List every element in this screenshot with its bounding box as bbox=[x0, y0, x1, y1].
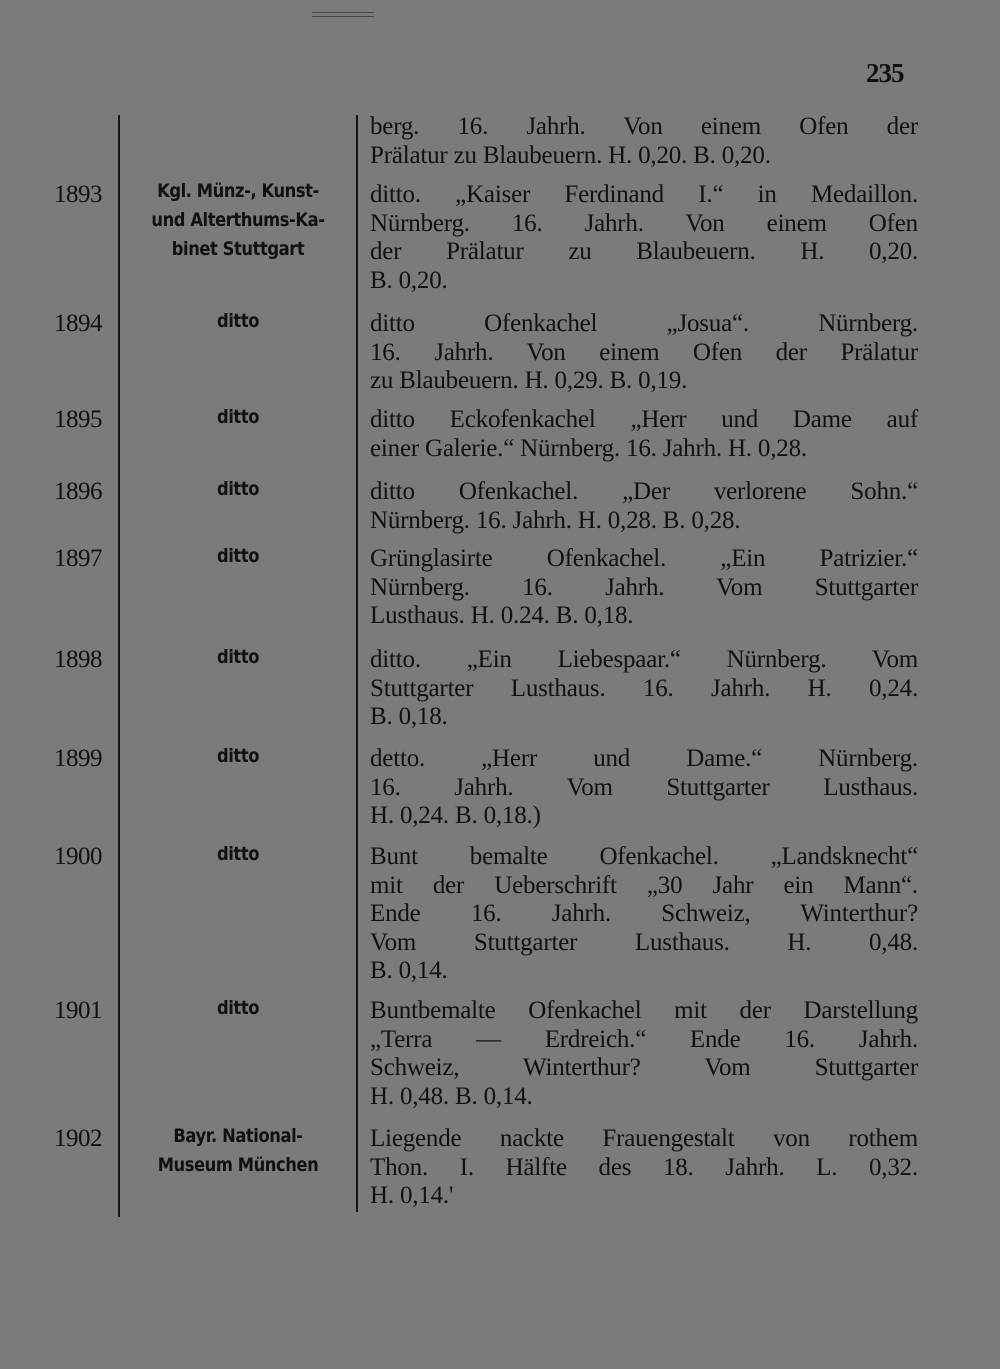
text-line: mit der Ueberschrift „30 Jahr ein Mann“. bbox=[370, 871, 918, 899]
text-line: Lusthaus. H. 0.24. B. 0,18. bbox=[370, 602, 634, 629]
text-line: Schweiz, Winterthur? Vom Stuttgarter bbox=[370, 1054, 918, 1081]
text-line: ditto Eckofenkachel „Herr und Dame auf bbox=[370, 406, 918, 433]
entry-description bbox=[370, 646, 918, 732]
institution-name bbox=[137, 542, 340, 571]
entry-description bbox=[370, 745, 918, 831]
text-line: berg. 16. Jahrh. Von einem Ofen der bbox=[370, 113, 918, 140]
institution-line: Museum München bbox=[157, 1154, 319, 1176]
entry-description bbox=[370, 310, 918, 396]
institution-name bbox=[137, 177, 340, 264]
catalog-number: 1897 bbox=[54, 545, 102, 572]
text-line: Grünglasirte Ofenkachel. „Ein Patrizier.“ bbox=[370, 545, 918, 572]
institution-line: ditto bbox=[216, 646, 260, 668]
institution-name bbox=[137, 403, 340, 432]
text-line: ditto. „Kaiser Ferdinand I.“ in Medaillon. bbox=[370, 181, 918, 208]
institution-line: ditto bbox=[216, 310, 260, 332]
text-line: Thon. I. Hälfte des 18. Jahrh. L. 0,32. bbox=[370, 1153, 918, 1181]
text-line: Liegende nackte Frauengestalt von rothem bbox=[370, 1125, 918, 1152]
text-line: H. 0,48. B. 0,14. bbox=[370, 1082, 533, 1110]
text-line: ditto Ofenkachel „Josua“. Nürnberg. bbox=[370, 310, 918, 337]
institution-name bbox=[137, 643, 340, 672]
text-line: 16. Jahrh. Vom Stuttgarter Lusthaus. bbox=[370, 773, 918, 801]
text-line: ditto. „Ein Liebespaar.“ Nürnberg. Vom bbox=[370, 646, 918, 673]
text-line: H. 0,14.' bbox=[370, 1182, 454, 1209]
text-line: zu Blaubeuern. H. 0,29. B. 0,19. bbox=[370, 367, 688, 394]
continuation-text bbox=[370, 113, 918, 170]
text-line: einer Galerie.“ Nürnberg. 16. Jahrh. H. 0,28. bbox=[370, 434, 807, 462]
text-line: Bunt bemalte Ofenkachel. „Landsknecht“ bbox=[370, 843, 918, 870]
institution-line: ditto bbox=[216, 745, 260, 767]
text-line: B. 0,18. bbox=[370, 703, 448, 730]
text-line: Prälatur zu Blaubeuern. H. 0,20. B. 0,20. bbox=[370, 141, 771, 169]
institution-name bbox=[137, 994, 340, 1023]
catalog-number: 1896 bbox=[54, 478, 102, 505]
text-line: Nürnberg. 16. Jahrh. H. 0,28. B. 0,28. bbox=[370, 506, 741, 534]
catalog-number: 1894 bbox=[54, 310, 102, 337]
entry-description bbox=[370, 478, 918, 535]
catalog-number: 1899 bbox=[54, 745, 102, 772]
catalog-number: 1895 bbox=[54, 406, 102, 433]
institution-line: binet Stuttgart bbox=[171, 238, 305, 260]
institution-line: ditto bbox=[216, 997, 260, 1019]
column-rule-left bbox=[118, 115, 120, 1217]
institution-line: ditto bbox=[216, 843, 260, 865]
text-line: ditto Ofenkachel. „Der verlorene Sohn.“ bbox=[370, 478, 918, 505]
text-line: Stuttgarter Lusthaus. 16. Jahrh. H. 0,24. bbox=[370, 674, 918, 702]
catalog-number: 1901 bbox=[54, 997, 102, 1024]
top-margin-mark bbox=[312, 12, 374, 17]
text-line: Ende 16. Jahrh. Schweiz, Winterthur? bbox=[370, 900, 918, 927]
text-line: B. 0,20. bbox=[370, 266, 448, 294]
text-line: detto. „Herr und Dame.“ Nürnberg. bbox=[370, 745, 918, 772]
institution-line: ditto bbox=[216, 545, 260, 567]
institution-line: Kgl. Münz-, Kunst- bbox=[157, 180, 319, 202]
text-line: H. 0,24. B. 0,18.) bbox=[370, 802, 541, 829]
column-rule-right bbox=[356, 115, 358, 1212]
page-number: 235 bbox=[866, 58, 904, 88]
institution-name bbox=[137, 307, 340, 336]
entry-description bbox=[370, 545, 918, 631]
catalog-number: 1900 bbox=[54, 843, 102, 870]
entry-description bbox=[370, 843, 918, 986]
institution-name bbox=[137, 1122, 340, 1180]
text-line: 16. Jahrh. Von einem Ofen der Prälatur bbox=[370, 338, 918, 366]
institution-name bbox=[137, 742, 340, 771]
text-line: Nürnberg. 16. Jahrh. Von einem Ofen bbox=[370, 209, 918, 237]
institution-line: ditto bbox=[216, 406, 260, 428]
text-line: B. 0,14. bbox=[370, 957, 448, 984]
text-line: „Terra — Erdreich.“ Ende 16. Jahrh. bbox=[370, 1025, 918, 1053]
entry-description bbox=[370, 997, 918, 1111]
catalog-number: 1898 bbox=[54, 646, 102, 673]
text-line: Nürnberg. 16. Jahrh. Vom Stuttgarter bbox=[370, 573, 918, 601]
catalog-number: 1893 bbox=[54, 181, 102, 208]
institution-line: ditto bbox=[216, 478, 260, 500]
text-line: der Prälatur zu Blaubeuern. H. 0,20. bbox=[370, 238, 918, 265]
text-line: Buntbemalte Ofenkachel mit der Darstellung bbox=[370, 997, 918, 1024]
entry-description bbox=[370, 181, 918, 295]
entry-description bbox=[370, 1125, 918, 1211]
catalog-number: 1902 bbox=[54, 1125, 102, 1152]
text-line: Vom Stuttgarter Lusthaus. H. 0,48. bbox=[370, 928, 918, 956]
institution-line: und Alterthums-Ka- bbox=[151, 209, 325, 231]
institution-name bbox=[137, 475, 340, 504]
institution-name bbox=[137, 840, 340, 869]
institution-line: Bayr. National- bbox=[173, 1125, 303, 1147]
entry-description bbox=[370, 406, 918, 463]
